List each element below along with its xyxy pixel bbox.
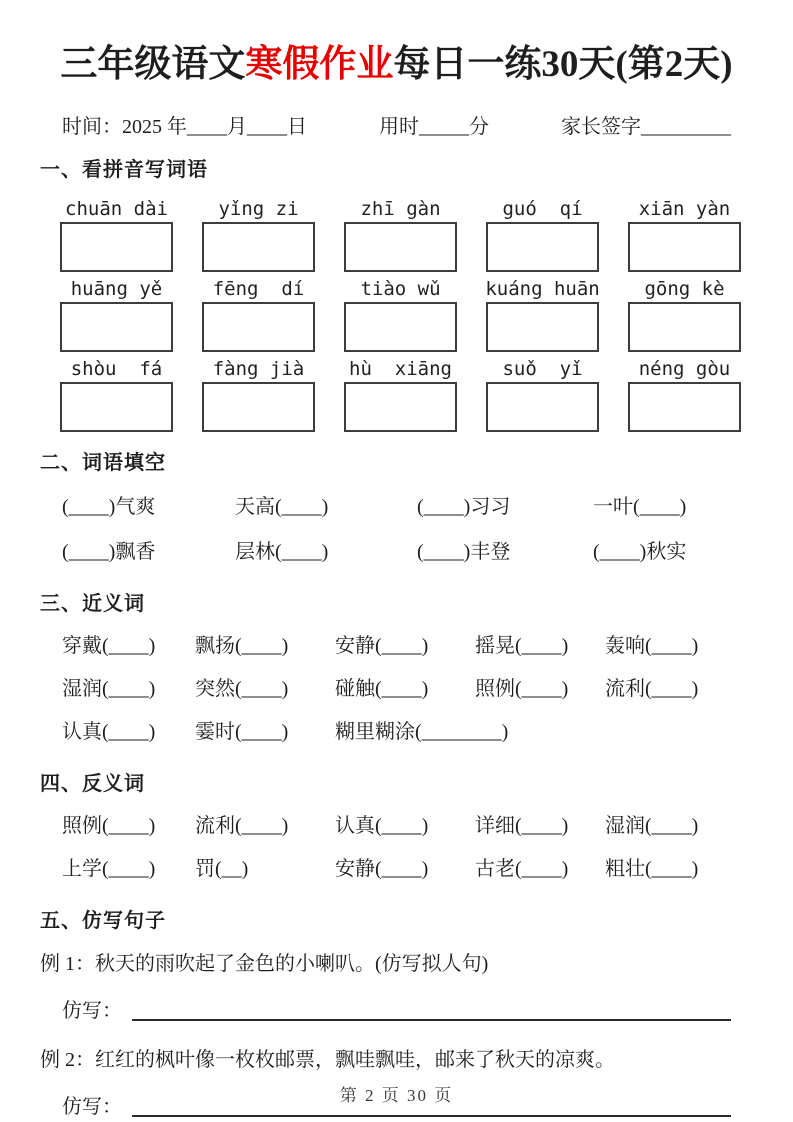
pinyin-item [486,192,599,272]
pinyin-item [344,272,457,352]
parent-signature-field[interactable]: 家长签字_________ [561,116,731,138]
antonym-blank-item[interactable]: 上学(____) [62,858,156,880]
answer-box[interactable] [628,302,741,352]
synonym-blank-item[interactable]: 轰响(____) [605,635,699,657]
pinyin-word-label: huāng yě [70,278,163,300]
section-heading-fill: 二、词语填空 [40,452,166,474]
antonyms-row-1 [0,813,793,839]
copy-label: 仿写： [62,1096,122,1118]
pinyin-item [202,272,315,352]
pinyin-word-label: chuān dài [65,198,168,220]
answer-box[interactable] [486,222,599,272]
writing-blank-line[interactable] [132,999,731,1021]
pinyin-item [202,192,315,272]
synonym-blank-item[interactable]: 突然(____) [195,678,289,700]
pinyin-word-label: fàng jià [212,358,305,380]
section-heading-antonyms: 四、反义词 [40,773,145,795]
pinyin-word-label: xiān yàn [638,198,731,220]
example-sentence-2: 例 2：红红的枫叶像一枚枚邮票，飘哇飘哇，邮来了秋天的凉爽。 [40,1049,615,1071]
duration-blank-field[interactable]: 用时_____分 [379,116,489,138]
copy-label: 仿写： [62,1000,122,1022]
fill-blank-item[interactable]: (____)丰登 [417,541,511,563]
antonym-blank-item[interactable]: 认真(____) [335,815,429,837]
answer-box[interactable] [344,302,457,352]
pinyin-item [60,272,173,352]
section-heading-pinyin: 一、看拼音写词语 [40,159,208,181]
answer-box[interactable] [628,222,741,272]
date-blank-field[interactable]: 时间：2025 年____月____日 [62,116,307,138]
synonym-blank-item[interactable]: 碰触(____) [335,678,429,700]
fill-blank-item[interactable]: 一叶(____) [593,496,687,518]
pinyin-word-label: fēng dí [212,278,305,300]
pinyin-item [202,352,315,432]
pinyin-row-1 [0,192,793,272]
synonym-blank-item[interactable]: 安静(____) [335,635,429,657]
synonym-blank-item[interactable]: 飘扬(____) [195,635,289,657]
antonym-blank-item[interactable]: 古老(____) [475,858,569,880]
answer-box[interactable] [344,222,457,272]
answer-box[interactable] [60,382,173,432]
title-suffix: 每日一练30天(第2天) [393,44,733,85]
info-row [62,110,731,139]
fill-row-2 [0,539,793,565]
synonym-blank-item[interactable]: 认真(____) [62,721,156,743]
page-number-footer: 第 2 页 30 页 [339,1086,454,1105]
pinyin-word-label: suǒ yǐ [502,358,583,380]
answer-box[interactable] [60,302,173,352]
answer-box[interactable] [202,302,315,352]
fill-blank-item[interactable]: (____)习习 [417,496,511,518]
pinyin-item [344,352,457,432]
pinyin-item [628,272,741,352]
answer-box[interactable] [60,222,173,272]
pinyin-item [60,352,173,432]
pinyin-grid [0,192,793,432]
pinyin-item [344,192,457,272]
synonym-blank-item[interactable]: 穿戴(____) [62,635,156,657]
title-prefix: 三年级语文 [60,44,246,85]
fill-blank-item[interactable]: 天高(____) [235,496,329,518]
pinyin-row-3 [0,352,793,432]
answer-box[interactable] [202,222,315,272]
antonym-blank-item[interactable]: 粗壮(____) [605,858,699,880]
answer-box[interactable] [486,302,599,352]
synonym-blank-item[interactable]: 湿润(____) [62,678,156,700]
antonym-blank-item[interactable]: 详细(____) [475,815,569,837]
antonym-blank-item[interactable]: 照例(____) [62,815,156,837]
pinyin-word-label: shòu fá [70,358,163,380]
copy-line-1 [62,994,731,1023]
pinyin-row-2 [0,272,793,352]
synonyms-row-3 [0,719,793,745]
section-heading-synonyms: 三、近义词 [40,593,145,615]
section-heading-sentences: 五、仿写句子 [40,910,166,932]
pinyin-word-label: gōng kè [644,278,725,300]
example-sentence-1: 例 1：秋天的雨吹起了金色的小喇叭。(仿写拟人句) [40,953,489,975]
pinyin-word-label: hù xiāng [349,358,452,380]
synonyms-row-2 [0,676,793,702]
fill-blank-item[interactable]: (____)飘香 [62,541,156,563]
fill-blank-item[interactable]: (____)秋实 [593,541,687,563]
pinyin-item [486,352,599,432]
antonyms-row-2 [0,856,793,882]
answer-box[interactable] [486,382,599,432]
pinyin-word-label: yǐng zi [218,198,299,220]
synonym-blank-item[interactable]: 霎时(____) [195,721,289,743]
pinyin-item [486,272,599,352]
antonym-blank-item[interactable]: 流利(____) [195,815,289,837]
pinyin-item [628,352,741,432]
synonym-blank-item[interactable]: 糊里糊涂(________) [335,721,509,743]
answer-box[interactable] [344,382,457,432]
pinyin-word-label: néng gòu [638,358,731,380]
pinyin-word-label: zhī gàn [360,198,441,220]
synonym-blank-item[interactable]: 摇晃(____) [475,635,569,657]
synonym-blank-item[interactable]: 流利(____) [605,678,699,700]
pinyin-item [60,192,173,272]
fill-row-1 [0,494,793,520]
fill-blank-item[interactable]: (____)气爽 [62,496,156,518]
pinyin-item [628,192,741,272]
antonym-blank-item[interactable]: 湿润(____) [605,815,699,837]
pinyin-word-label: guó qí [502,198,583,220]
pinyin-word-label: kuáng huān [485,278,600,300]
antonym-blank-item[interactable]: 安静(____) [335,858,429,880]
answer-box[interactable] [202,382,315,432]
page-title [0,38,793,92]
synonyms-row-1 [0,633,793,659]
pinyin-word-label: tiào wǔ [360,278,441,300]
antonym-blank-item[interactable]: 罚(__) [195,858,249,880]
fill-blank-item[interactable]: 层林(____) [235,541,329,563]
synonym-blank-item[interactable]: 照例(____) [475,678,569,700]
answer-box[interactable] [628,382,741,432]
title-highlight: 寒假作业 [245,44,394,85]
